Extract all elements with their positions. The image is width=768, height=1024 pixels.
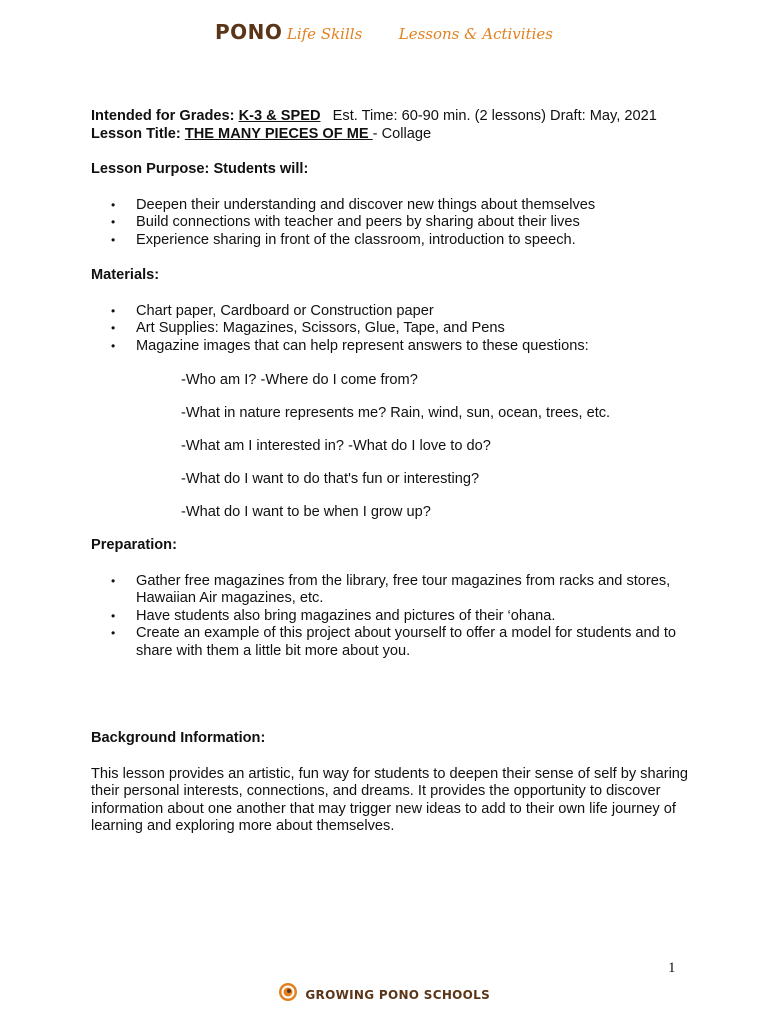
question-item: -What do I want to do that's fun or interesting? — [181, 471, 480, 487]
page-footer — [0, 982, 768, 1007]
question-item: -Who am I? -Where do I come from? — [181, 372, 418, 388]
lesson-title: THE MANY PIECES OF ME — [184, 125, 373, 142]
list-item: • Create an example of this project about yourself to offer a model for students and to share with them a little bit more about you. — [91, 625, 691, 660]
list-item: • Gather free magazines from the library, free tour magazines from racks and stores, Hawaiian Air magazines, etc. — [91, 573, 691, 608]
spacer — [91, 660, 691, 730]
footer-brand-text: GROWING PONO SCHOOLS — [305, 987, 491, 1002]
title-line — [91, 126, 691, 144]
list-item: • Chart paper, Cardboard or Construction paper — [91, 303, 691, 321]
list-item: • Deepen their understanding and discover new things about themselves — [91, 197, 691, 215]
materials-list — [91, 303, 691, 356]
preparation-heading: Preparation: — [91, 537, 177, 553]
list-item: • Art Supplies: Magazines, Scissors, Glue, Tape, and Pens — [91, 320, 691, 338]
preparation-list — [91, 573, 691, 661]
purpose-list — [91, 197, 691, 250]
list-item: • Experience sharing in front of the classroom, introduction to speech. — [91, 232, 691, 250]
page-number: 1 — [668, 960, 676, 976]
header-section-title: Lessons & Activities — [398, 25, 553, 43]
materials-heading: Materials: — [91, 267, 160, 283]
question-item: -What in nature represents me? Rain, wind, sun, ocean, trees, etc. — [181, 405, 611, 421]
background-paragraph: This lesson provides an artistic, fun way for students to deepen their sense of self by sharing their personal interests, connections, and dreams. It provides the opportunity to discover information about one another that may trigger new ideas to add to their own life journey of learning and exploring more about themselves. — [91, 765, 689, 834]
purpose-heading: Lesson Purpose: Students will: — [91, 161, 309, 177]
spiral-logo-icon — [278, 982, 298, 1007]
list-item: • Have students also bring magazines and pictures of their ‘ohana. — [91, 608, 691, 626]
lesson-title-label: Lesson Title: — [91, 125, 181, 142]
question-list — [91, 372, 691, 522]
brand-name: PONO — [215, 20, 283, 44]
background-heading: Background Information: — [91, 730, 266, 746]
question-item: -What do I want to be when I grow up? — [181, 504, 431, 520]
brand-subtitle: Life Skills — [286, 25, 363, 43]
question-item: -What am I interested in? -What do I love to do? — [181, 438, 491, 454]
lesson-title-suffix: - Collage — [372, 125, 432, 142]
document-body — [91, 108, 691, 836]
list-item: • Magazine images that can help represent answers to these questions: — [91, 338, 691, 356]
grades-label: Intended for Grades: — [91, 108, 235, 124]
grades-line — [91, 108, 691, 126]
list-item: • Build connections with teacher and peers by sharing about their lives — [91, 214, 691, 232]
page-header — [0, 20, 768, 44]
grades-value: K-3 & SPED — [238, 108, 321, 124]
time-and-draft: Est. Time: 60-90 min. (2 lessons) Draft: May, 2021 — [320, 108, 657, 124]
